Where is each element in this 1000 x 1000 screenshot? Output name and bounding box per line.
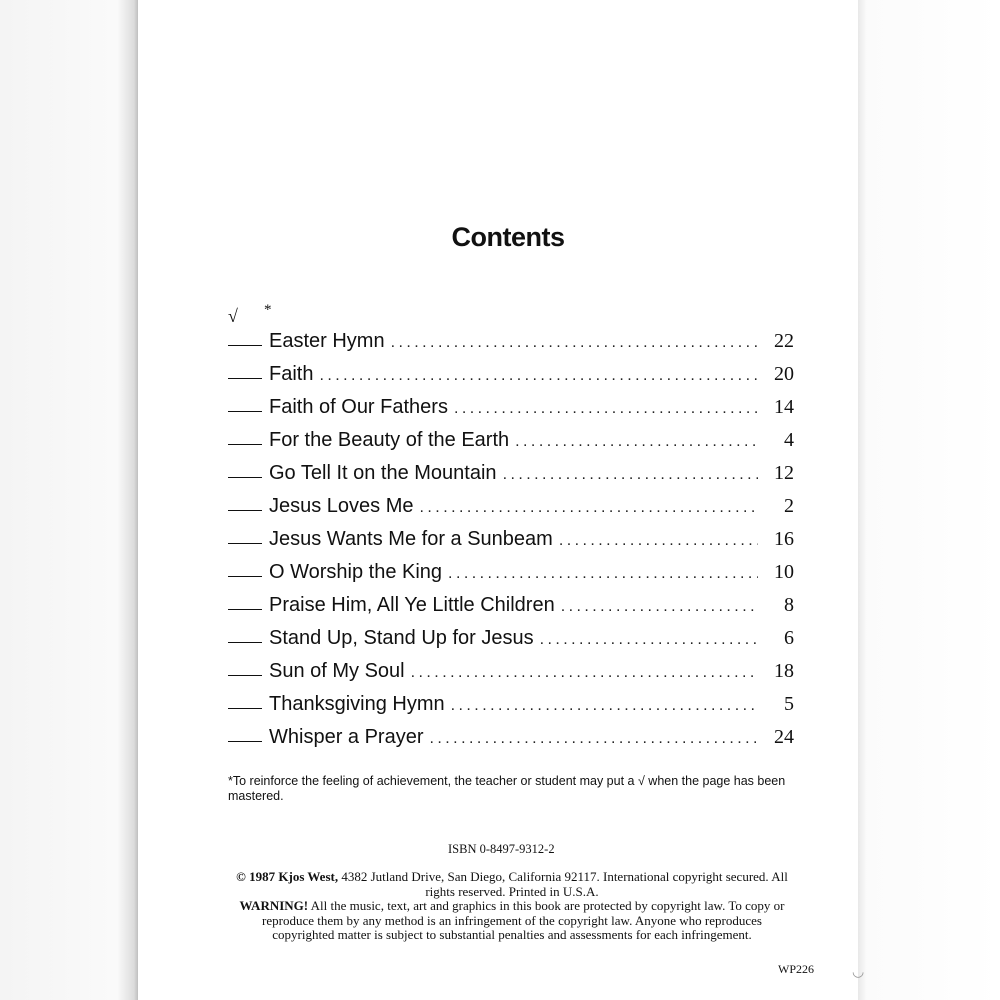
catalog-code: WP226 xyxy=(778,962,814,976)
list-item xyxy=(228,726,794,759)
list-item xyxy=(228,495,794,528)
check-blank xyxy=(228,707,262,709)
footnote: *To reinforce the feeling of achievement, the teacher or student may put a √ when the page has been mastered. xyxy=(228,774,786,803)
song-title: Faith xyxy=(269,363,314,385)
leader-dots xyxy=(451,697,758,715)
song-title: Thanksgiving Hymn xyxy=(269,693,445,715)
list-item xyxy=(228,594,794,627)
list-item xyxy=(228,330,794,363)
leader-dots xyxy=(454,400,758,418)
isbn: ISBN 0-8497-9312-2 xyxy=(448,842,555,856)
list-item xyxy=(228,396,794,429)
leader-dots xyxy=(430,730,759,748)
page-right-edge xyxy=(858,0,1000,1000)
leader-dots xyxy=(391,334,758,352)
song-title: For the Beauty of the Earth xyxy=(269,429,510,451)
copyright-holder: © 1987 Kjos West, xyxy=(236,869,339,884)
page-number: 18 xyxy=(774,660,794,682)
list-item xyxy=(228,528,794,561)
song-title: Stand Up, Stand Up for Jesus xyxy=(269,627,534,649)
song-title: Whisper a Prayer xyxy=(269,726,424,748)
list-item xyxy=(228,627,794,660)
page-title: Contents xyxy=(451,222,565,252)
check-blank xyxy=(228,377,262,379)
check-blank xyxy=(228,674,262,676)
page-number: 20 xyxy=(774,363,794,385)
leader-dots xyxy=(540,631,758,649)
list-item xyxy=(228,363,794,396)
list-item xyxy=(228,693,794,726)
song-title: Jesus Wants Me for a Sunbeam xyxy=(269,528,553,550)
song-title: Go Tell It on the Mountain xyxy=(269,462,497,484)
song-title: Praise Him, All Ye Little Children xyxy=(269,594,555,616)
check-blank xyxy=(228,509,262,511)
checkmark-icon: √ xyxy=(228,306,238,326)
page-number: 5 xyxy=(784,693,794,715)
list-item xyxy=(228,429,794,462)
warning-label: WARNING! xyxy=(239,898,309,913)
page-number: 2 xyxy=(784,495,794,517)
page-number: 4 xyxy=(784,429,794,451)
check-blank xyxy=(228,476,262,478)
warning-text: All the music, text, art and graphics in this book are protected by copyright law. To copy or reproduce them by any method is an infringement of the copyright law. Anyone who reproduces copyrighted matter is subject to substantial penalties and assessments for each infringement. xyxy=(262,898,785,942)
edge-mark: ◡ xyxy=(852,965,865,980)
leader-dots xyxy=(503,466,758,484)
list-item xyxy=(228,561,794,594)
check-blank xyxy=(228,542,262,544)
leader-dots xyxy=(561,598,758,616)
asterisk-mark: * xyxy=(264,302,272,318)
page-number: 6 xyxy=(784,627,794,649)
page-number: 10 xyxy=(774,561,794,583)
leader-dots xyxy=(559,532,758,550)
page-number: 22 xyxy=(774,330,794,352)
contents-list xyxy=(228,330,794,759)
song-title: Faith of Our Fathers xyxy=(269,396,448,418)
page-number: 8 xyxy=(784,594,794,616)
check-blank xyxy=(228,410,262,412)
page-number: 12 xyxy=(774,462,794,484)
check-blank xyxy=(228,575,262,577)
page-number: 16 xyxy=(774,528,794,550)
check-blank xyxy=(228,641,262,643)
list-item xyxy=(228,660,794,693)
leader-dots xyxy=(420,499,758,517)
leader-dots xyxy=(411,664,758,682)
page-number: 14 xyxy=(774,396,794,418)
leader-dots xyxy=(515,433,758,451)
leader-dots xyxy=(448,565,758,583)
song-title: Easter Hymn xyxy=(269,330,385,352)
page-number: 24 xyxy=(774,726,794,748)
song-title: Sun of My Soul xyxy=(269,660,405,682)
song-title: O Worship the King xyxy=(269,561,443,583)
check-blank xyxy=(228,344,262,346)
check-blank xyxy=(228,740,262,742)
song-title: Jesus Loves Me xyxy=(269,495,414,517)
leader-dots xyxy=(319,367,758,385)
list-item xyxy=(228,462,794,495)
copyright-text: 4382 Jutland Drive, San Diego, California 92117. International copyright secured. All rights reserved. Printed in U.S.A. xyxy=(338,869,788,899)
check-blank xyxy=(228,443,262,445)
copyright-notice xyxy=(232,870,792,943)
check-blank xyxy=(228,608,262,610)
page-spine-shadow xyxy=(0,0,138,1000)
